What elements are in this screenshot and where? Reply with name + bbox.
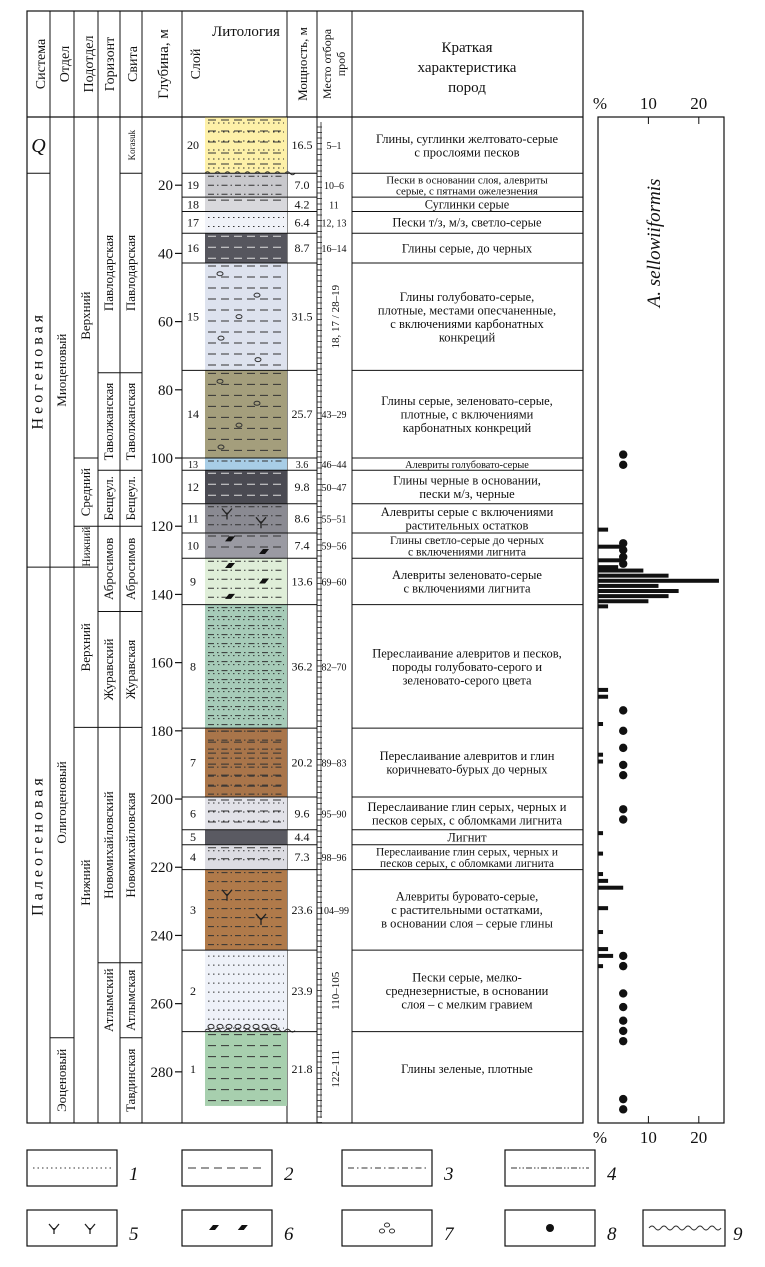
layer-description: песков серых, с обломками лигнита <box>371 813 563 828</box>
layer-number: 14 <box>187 407 199 422</box>
layer-description: Пески в основании слоя, алевриты <box>386 174 548 187</box>
layer-thickness: 4.2 <box>294 197 310 212</box>
layer-description: Глины светло-серые до черных <box>389 533 545 547</box>
stratigraphy-columns <box>27 129 142 1112</box>
layer-description: Глины голубовато-серые, <box>399 289 535 304</box>
layer-number: 6 <box>190 806 196 821</box>
legend-number: 1 <box>129 1164 139 1185</box>
layer-samples: 55–51 <box>321 514 347 526</box>
chart-bar <box>598 579 719 583</box>
layer-12 <box>182 470 583 503</box>
header-moshnost: Мощность, м <box>295 27 310 101</box>
layer-fill <box>205 533 287 558</box>
legend <box>27 1150 743 1246</box>
layer-description: с включениями карбонатных <box>390 316 544 331</box>
layer-samples: 16–14 <box>321 244 347 256</box>
chart-bar <box>598 528 608 532</box>
layer-thickness: 13.6 <box>291 574 313 589</box>
podotdel-label: Средний <box>78 467 93 517</box>
chart-point <box>619 952 627 960</box>
layer-description: с прослоями песков <box>414 145 520 160</box>
layer-thickness: 20.2 <box>291 755 313 770</box>
lithology-layers <box>182 117 583 1123</box>
svita-label: Павлодарская <box>123 234 138 312</box>
chart-bar <box>598 872 603 876</box>
podotdel-label: Верхний <box>78 291 93 340</box>
layer-number: 4 <box>190 850 196 865</box>
legend-item-7 <box>342 1210 455 1246</box>
otdel-label: Олигоценовый <box>54 761 69 844</box>
layer-description: зеленовато-серого цвета <box>402 673 532 688</box>
layer-thickness: 7.3 <box>294 850 310 865</box>
depth-tick-label: 20 <box>158 178 173 195</box>
podotdel-label: Нижний <box>81 526 93 567</box>
chart-xlabel: % <box>592 94 608 113</box>
svita-label: Таволжанская <box>123 382 138 461</box>
layer-description: пески м/з, черные <box>419 487 515 502</box>
layer-thickness: 31.5 <box>291 309 313 324</box>
chart-point <box>619 989 627 997</box>
layer-19 <box>182 173 583 197</box>
chart-bar <box>598 604 608 608</box>
chart-x-tick-label: 10 <box>639 1128 657 1147</box>
layer-fill <box>205 504 287 533</box>
layer-description: плотные, местами опесчаненные, <box>377 303 557 318</box>
chart-bar <box>598 886 623 890</box>
layer-fill <box>205 728 287 797</box>
layer-number: 10 <box>187 538 199 553</box>
layer-9 <box>182 558 583 604</box>
gorizont-label: Новомихайловский <box>101 791 116 899</box>
depth-tick-label: 240 <box>150 928 173 945</box>
chart-point <box>619 1105 627 1113</box>
depth-tick-label: 280 <box>150 1064 173 1081</box>
layer-number: 12 <box>187 480 199 495</box>
header-mesto: Место отбора <box>320 28 334 100</box>
layer-thickness: 36.2 <box>291 659 313 674</box>
layer-description: породы голубовато-серого и <box>391 659 543 674</box>
layer-description: с включениями лигнита <box>408 545 526 559</box>
layer-description: Глины серые, до черных <box>401 241 533 256</box>
layer-samples: 43–29 <box>321 410 347 422</box>
layer-2 <box>182 950 583 1032</box>
layer-16 <box>182 233 583 263</box>
chart-point <box>619 815 627 823</box>
layer-samples: 5–1 <box>326 141 342 153</box>
gorizont-label: Журавский <box>101 638 116 701</box>
layer-thickness: 7.4 <box>294 538 310 553</box>
layer-thickness: 9.6 <box>294 806 310 821</box>
chart-point <box>619 1016 627 1024</box>
chart-bar <box>598 594 669 598</box>
layer-description: среднезернистые, в основании <box>385 984 549 999</box>
depth-tick-label: 260 <box>150 996 173 1013</box>
chart-bar <box>598 722 603 726</box>
layer-description: Переслаивание алевритов и песков, <box>372 646 562 661</box>
legend-box <box>182 1210 272 1246</box>
depth-tick-label: 80 <box>158 382 173 399</box>
chart-bar <box>598 852 603 856</box>
legend-item-1 <box>27 1150 139 1186</box>
header-mesto-2: проб <box>334 51 348 77</box>
chart-x-tick-label: 20 <box>690 1128 708 1147</box>
layer-13 <box>182 458 583 471</box>
chart-xlabel: % <box>592 1128 608 1147</box>
layer-number: 17 <box>187 215 199 230</box>
legend-symbol <box>546 1224 554 1232</box>
species-abundance-chart <box>593 94 724 1147</box>
chart-bar <box>598 760 603 764</box>
layer-fill <box>205 1032 287 1106</box>
layer-fill <box>205 797 287 830</box>
header-harakteristika-1: Краткая <box>441 40 493 56</box>
layer-description: Глины серые, зеленовато-серые, <box>381 394 553 409</box>
legend-box <box>27 1210 117 1246</box>
layer-7 <box>182 728 583 797</box>
depth-tick-label: 180 <box>150 723 173 740</box>
svita-label: Журавская <box>123 639 138 700</box>
layer-number: 8 <box>190 659 196 674</box>
layer-17 <box>182 211 583 233</box>
layer-description: конкреций <box>438 330 496 345</box>
header-sloy: Слой <box>189 48 204 80</box>
layer-10 <box>182 533 583 558</box>
layer-description: Алевриты серые с включениями <box>380 505 554 520</box>
layer-samples: 69–60 <box>321 577 347 589</box>
layer-description: коричневато-бурых до черных <box>386 762 548 777</box>
chart-bar <box>598 831 603 835</box>
layer-18 <box>182 197 583 211</box>
legend-number: 7 <box>444 1224 454 1245</box>
layer-fill <box>205 211 287 233</box>
layer-thickness: 23.6 <box>291 902 313 917</box>
chart-bar <box>598 906 608 910</box>
header-otdel: Отдел <box>58 45 73 83</box>
layer-thickness: 7.0 <box>294 178 310 193</box>
layer-description: Суглинки серые <box>424 197 510 212</box>
layer-thickness: 6.4 <box>294 215 310 230</box>
layer-5 <box>182 830 583 845</box>
chart-point <box>619 805 627 813</box>
layer-number: 20 <box>187 138 199 153</box>
svita-label: Korasuk <box>127 129 137 161</box>
legend-number: 8 <box>607 1224 617 1245</box>
layer-fill <box>205 470 287 503</box>
depth-tick-label: 220 <box>150 860 173 877</box>
layer-description: слоя – с мелким гравием <box>401 997 533 1012</box>
layer-number: 18 <box>187 197 199 212</box>
depth-tick-label: 140 <box>150 587 173 604</box>
layer-number: 7 <box>190 755 196 770</box>
layer-number: 19 <box>187 178 199 193</box>
layer-samples: 18, 17 / 28–19 <box>330 284 342 349</box>
layer-6 <box>182 797 583 830</box>
layer-samples: 98–96 <box>321 853 347 865</box>
sistema-label: Q <box>31 135 46 158</box>
legend-number: 5 <box>129 1224 139 1245</box>
chart-bar <box>598 954 613 958</box>
layer-description: Глины, суглинки желтовато-серые <box>375 131 559 146</box>
layer-description: растительных остатков <box>405 518 529 533</box>
layer-3 <box>182 870 583 950</box>
legend-item-9 <box>643 1210 743 1246</box>
legend-item-5 <box>27 1210 139 1246</box>
chart-x-tick-label: 10 <box>639 94 657 113</box>
depth-tick-label: 60 <box>158 314 173 331</box>
chart-point <box>619 1027 627 1035</box>
layer-description: Алевриты голубовато-серые <box>405 459 529 471</box>
svita-label: Бещеул. <box>123 476 138 521</box>
layer-1 <box>182 1032 583 1106</box>
chart-point <box>619 1003 627 1011</box>
layer-description: Пески серые, мелко- <box>412 970 522 985</box>
header-litologia: Литология <box>212 24 280 40</box>
chart-bar <box>598 589 679 593</box>
layer-samples: 82–70 <box>321 662 347 674</box>
chart-bar <box>598 584 658 588</box>
legend-item-3 <box>342 1150 454 1186</box>
layer-description: плотные, с включениями <box>400 407 534 422</box>
layer-samples: 59–56 <box>321 541 347 553</box>
layer-thickness: 25.7 <box>291 407 313 422</box>
header-harakteristika-3: пород <box>448 80 486 96</box>
sistema-label: Палеогеновая <box>29 774 47 916</box>
chart-point <box>619 771 627 779</box>
depth-tick-label: 200 <box>150 792 173 809</box>
layer-14 <box>182 370 583 458</box>
legend-item-6 <box>182 1210 294 1246</box>
layer-description: Пески т/з, м/з, светло-серые <box>392 215 542 230</box>
layer-fill <box>205 950 287 1032</box>
chart-point <box>619 1037 627 1045</box>
column-headers <box>34 24 517 101</box>
header-harakteristika-2: характеристика <box>417 60 517 76</box>
sistema-label: Неогеновая <box>29 310 47 430</box>
layer-thickness: 8.7 <box>294 241 310 256</box>
podotdel-label: Верхний <box>78 623 93 672</box>
chart-bar <box>598 947 608 951</box>
layer-number: 3 <box>190 902 196 917</box>
layer-number: 15 <box>187 309 199 324</box>
layer-samples: 11 <box>329 200 339 212</box>
legend-box <box>27 1150 117 1186</box>
chart-point <box>619 450 627 458</box>
layer-description: Переслаивание алевритов и глин <box>379 749 555 764</box>
chart-bar <box>598 930 603 934</box>
chart-point <box>619 560 627 568</box>
chart-bar <box>598 558 623 562</box>
layer-samples: 95–90 <box>321 809 347 821</box>
layer-description: Глины черные в основании, <box>393 473 541 488</box>
layer-description: серые, с пятнами ожелезнения <box>396 185 538 198</box>
header-svita: Свита <box>126 46 141 82</box>
svita-label: Новомихайловская <box>123 792 138 898</box>
legend-number: 9 <box>733 1224 743 1245</box>
podotdel-label: Нижний <box>78 859 93 906</box>
svita-label: Атлымская <box>123 969 138 1031</box>
layer-thickness: 9.8 <box>294 480 310 495</box>
gorizont-label: Таволжанская <box>101 382 116 461</box>
layer-description: карбонатных конкреций <box>402 421 532 436</box>
chart-bar <box>598 569 643 573</box>
layer-number: 9 <box>190 574 196 589</box>
layer-fill <box>205 845 287 870</box>
layer-number: 13 <box>188 460 198 472</box>
header-sistema: Система <box>34 38 49 90</box>
depth-tick-label: 100 <box>150 451 173 468</box>
layer-20 <box>182 117 583 175</box>
gorizont-label: Бещеул. <box>101 476 116 521</box>
otdel-label: Эоценовый <box>54 1048 69 1112</box>
layer-samples: 12, 13 <box>321 218 347 230</box>
header-podotdel: Подотдел <box>82 35 97 93</box>
layer-samples: 104–99 <box>319 905 349 917</box>
otdel-label: Миоценовый <box>54 333 69 407</box>
chart-point <box>619 962 627 970</box>
chart-x-tick-label: 20 <box>690 94 708 113</box>
chart-point <box>619 1095 627 1103</box>
gorizont-label: Атлымский <box>101 968 116 1033</box>
chart-bar <box>598 964 603 968</box>
legend-number: 6 <box>284 1224 294 1245</box>
layer-4 <box>182 845 583 870</box>
legend-item-2 <box>182 1150 294 1186</box>
layer-number: 2 <box>190 983 196 998</box>
layer-description: Переслаивание глин серых, черных и <box>375 846 559 859</box>
chart-bar <box>598 545 623 549</box>
layer-fill <box>205 830 287 845</box>
chart-title: A. sellowiiformis <box>644 178 665 308</box>
layer-number: 5 <box>190 830 196 845</box>
header-gorizont: Горизонт <box>103 36 118 92</box>
layer-description: Переслаивание глин серых, черных и <box>367 799 567 814</box>
layer-thickness: 16.5 <box>291 138 313 153</box>
depth-tick-label: 40 <box>158 246 173 263</box>
chart-point <box>619 761 627 769</box>
layer-thickness: 4.4 <box>294 830 310 845</box>
layer-number: 16 <box>187 241 199 256</box>
svita-label: Абросимов <box>123 537 138 600</box>
chart-bar <box>598 688 608 692</box>
legend-number: 3 <box>444 1164 454 1185</box>
layer-fill <box>205 117 287 173</box>
layer-fill <box>205 370 287 458</box>
depth-tick-label: 120 <box>150 519 173 536</box>
chart-point <box>619 744 627 752</box>
legend-number: 4 <box>607 1164 617 1185</box>
chart-point <box>619 461 627 469</box>
legend-number: 2 <box>284 1164 294 1185</box>
layer-thickness: 21.8 <box>291 1061 313 1076</box>
layer-description: с растительными остатками, <box>391 903 543 918</box>
layer-description: Лигнит <box>447 830 487 845</box>
layer-samples: 10–6 <box>324 181 344 193</box>
layer-samples: 110–105 <box>330 971 342 1010</box>
chart-bar <box>598 599 648 603</box>
chart-point <box>619 727 627 735</box>
layer-number: 11 <box>187 511 199 526</box>
gorizont-label: Павлодарская <box>101 234 116 312</box>
layer-thickness: 8.6 <box>294 511 310 526</box>
layer-description: Глины зеленые, плотные <box>401 1062 533 1077</box>
chart-bar <box>598 574 669 578</box>
chart-bar <box>598 879 608 883</box>
layer-11 <box>182 504 583 533</box>
layer-number: 1 <box>190 1061 196 1076</box>
chart-bar <box>598 695 608 699</box>
layer-fill <box>205 605 287 728</box>
layer-samples: 50–47 <box>321 483 347 495</box>
legend-box <box>342 1210 432 1246</box>
layer-description: песков серых, с обломками лигнита <box>380 857 554 870</box>
depth-tick-label: 160 <box>150 655 173 672</box>
legend-item-8 <box>505 1210 617 1246</box>
layer-fill <box>205 197 287 211</box>
layer-description: Алевриты зеленовато-серые <box>392 568 542 583</box>
layer-thickness: 23.9 <box>291 983 313 998</box>
layer-15 <box>182 263 583 370</box>
chart-point <box>619 706 627 714</box>
layer-thickness: 3.6 <box>295 460 309 472</box>
layer-description: с включениями лигнита <box>403 581 531 596</box>
svita-label: Тавдинская <box>123 1048 138 1113</box>
layer-8 <box>182 605 583 728</box>
chart-bar <box>598 565 618 569</box>
depth-axis <box>151 178 183 1081</box>
legend-item-4 <box>505 1150 617 1186</box>
header-glubina: Глубина, м <box>156 29 172 99</box>
layer-description: в основании слоя – серые глины <box>381 916 553 931</box>
gorizont-label: Абросимов <box>101 537 116 600</box>
layer-fill <box>205 458 287 470</box>
layer-samples: 89–83 <box>321 758 347 770</box>
chart-bar <box>598 753 603 757</box>
layer-samples: 46–44 <box>321 460 347 472</box>
layer-samples: 122–111 <box>330 1049 342 1088</box>
layer-description: Алевриты буровато-серые, <box>395 889 539 904</box>
